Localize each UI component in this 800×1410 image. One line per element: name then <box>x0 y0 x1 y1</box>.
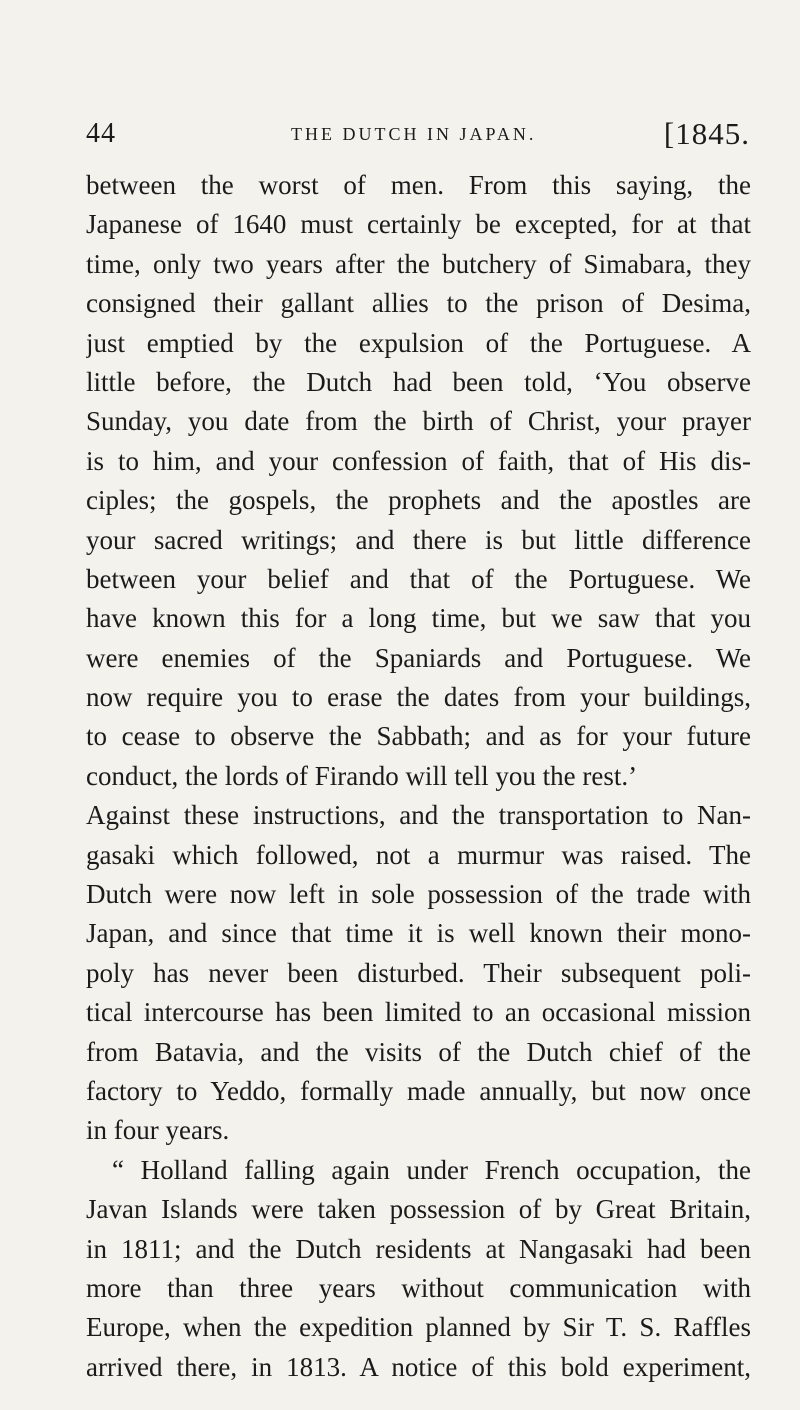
text-line: arrived there, in 1813. A notice of this bold experiment, <box>86 1351 751 1382</box>
page-number: 44 <box>86 118 116 149</box>
text-line: have known this for a long time, but we saw that you <box>86 603 751 634</box>
text-line: tical intercourse has been limited to an occasional mission <box>86 997 751 1028</box>
text-line: consigned their gallant allies to the prison of Desima, <box>86 288 751 319</box>
text-line: to cease to observe the Sabbath; and as for your future <box>86 721 751 752</box>
text-line: “ Holland falling again under French occupation, the <box>112 1154 751 1185</box>
text-line: conduct, the lords of Firando will tell you the rest.’ <box>86 760 638 791</box>
text-line: from Batavia, and the visits of the Dutch chief of the <box>86 1036 751 1067</box>
running-title: THE DUTCH IN JAPAN. <box>291 124 537 144</box>
text-line: between your belief and that of the Portuguese. We <box>86 563 751 594</box>
text-line: ciples; the gospels, the prophets and the apostles are <box>86 485 751 516</box>
text-line: gasaki which followed, not a murmur was raised. The <box>86 839 751 870</box>
text-line: Dutch were now left in sole possession of the trade with <box>86 879 751 910</box>
text-line: just emptied by the expulsion of the Portuguese. A <box>86 327 751 358</box>
text-line: Javan Islands were taken possession of by Great Britain, <box>86 1194 751 1225</box>
body-text <box>86 166 751 1387</box>
text-line: time, only two years after the butchery of Simabara, they <box>86 248 751 279</box>
text-line: Europe, when the expedition planned by Sir T. S. Raffles <box>86 1312 751 1343</box>
page-header <box>86 118 750 158</box>
text-line: in 1811; and the Dutch residents at Nangasaki had been <box>86 1233 751 1264</box>
text-line: Japan, and since that time it is well known their mono- <box>86 918 751 949</box>
text-line: were enemies of the Spaniards and Portuguese. We <box>86 642 751 673</box>
text-line: Against these instructions, and the transportation to Nan- <box>86 800 751 831</box>
text-line: Japanese of 1640 must certainly be excepted, for at that <box>86 209 751 240</box>
text-line: factory to Yeddo, formally made annually, but now once <box>86 1075 751 1106</box>
header-year: [1845. <box>663 116 750 151</box>
text-line: Sunday, you date from the birth of Christ, your prayer <box>86 406 751 437</box>
text-line: in four years. <box>86 1115 230 1146</box>
text-line: now require you to erase the dates from your buildings, <box>86 682 751 713</box>
text-line: more than three years without communication with <box>86 1272 751 1303</box>
text-line: little before, the Dutch had been told, ‘You observe <box>86 366 751 397</box>
text-line: between the worst of men. From this saying, the <box>86 170 751 200</box>
text-line: is to him, and your confession of faith, that of His dis- <box>86 445 751 476</box>
text-line: your sacred writings; and there is but little difference <box>86 524 751 555</box>
text-line: poly has never been disturbed. Their subsequent poli- <box>86 957 751 988</box>
